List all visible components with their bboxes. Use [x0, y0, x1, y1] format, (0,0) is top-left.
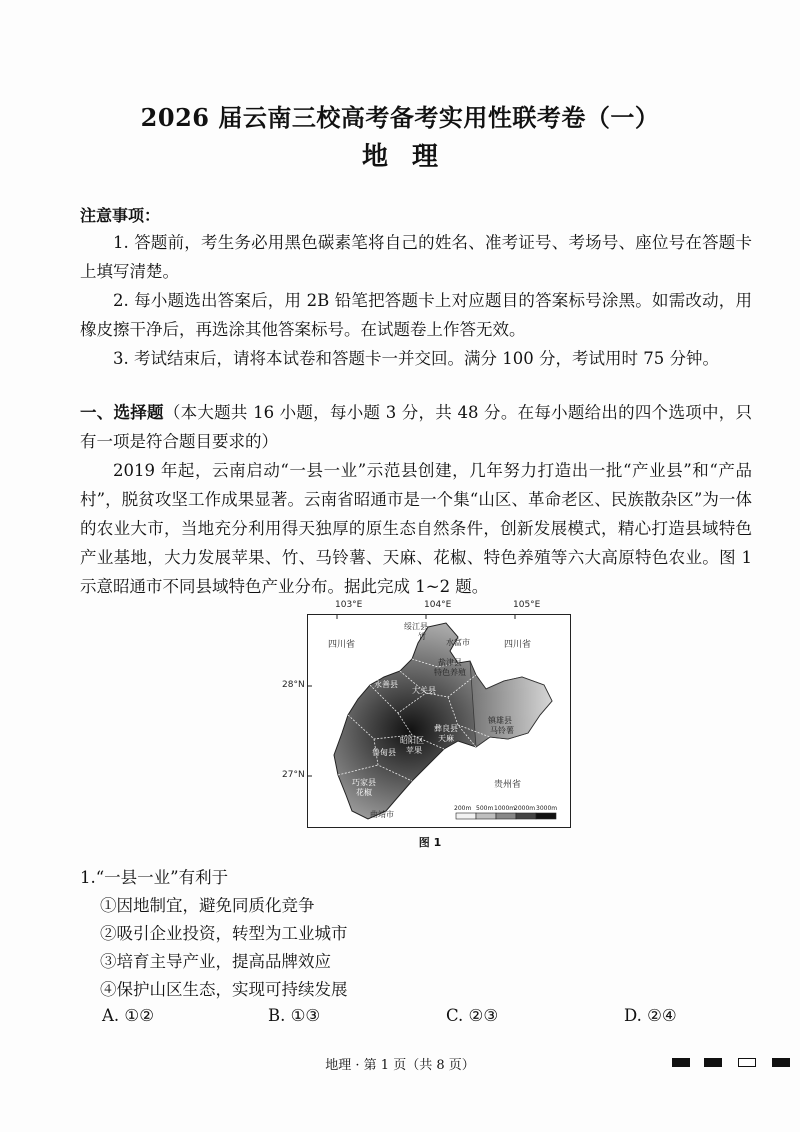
section-note: （本大题共 16 小题，每小题 3 分，共 48 分。在每小题给出的四个选项中，只有一项是符合题目要求的）	[80, 403, 753, 451]
lon-label-105: 105°E	[513, 600, 541, 610]
figure-caption: 图 1	[418, 836, 442, 849]
label-guizhou: 贵州省	[494, 780, 522, 790]
registration-mark	[738, 1058, 756, 1067]
choice-a: A. ①②	[102, 1006, 154, 1025]
choice-c: C. ②③	[446, 1006, 499, 1025]
lat-label-27: 27°N	[282, 770, 305, 780]
legend-3000: 3000m	[536, 805, 558, 812]
label-zhaoyang: 昭阳区	[400, 736, 424, 745]
note-item-1: 1. 答题前，考生务必用黑色碳素笔将自己的姓名、准考证号、考场号、座位号在答题卡上填写清楚。	[80, 233, 752, 281]
label-yiliang-industry: 天麻	[438, 734, 454, 743]
section-intro	[80, 398, 752, 456]
choice-d: D. ②④	[624, 1006, 677, 1025]
label-zhenxiong-industry: 马铃薯	[490, 726, 514, 735]
label-qiaojia-industry: 花椒	[356, 788, 372, 797]
section-heading: 一、选择题	[80, 403, 164, 422]
question-1-option-2: ②吸引企业投资，转型为工业城市	[100, 924, 348, 943]
question-1-stem: 1.“一县一业”有利于	[80, 868, 229, 887]
subject-title: 地理	[361, 142, 462, 172]
lat-label-28: 28°N	[282, 680, 305, 690]
lon-label-104: 104°E	[424, 600, 452, 610]
label-sichuan-east: 四川省	[504, 640, 532, 650]
note-item-3: 3. 考试结束后，请将本试卷和答题卡一并交回。满分 100 分，考试用时 75 分钟。	[113, 349, 719, 368]
notes-heading: 注意事项：	[80, 206, 161, 225]
passage: 2019 年起，云南启动“一县一业”示范县创建，几年努力打造出一批“产业县”和“产品村”，脱贫攻坚工作成果显著。云南省昭通市是一个集“山区、革命老区、民族散杂区”为一体的农业大市，当地充分利用得天独厚的原生态自然条件，创新发展模式，精心打造县域特色产业基地，大力发展苹果、竹、马铃薯、天麻、花椒、特色养殖等六大高原特色农业。图 1 示意昭通市不同县域特色产业分布。据此完成 1~2 题。	[80, 461, 752, 596]
question-1-option-1: ①因地制宜，避免同质化竞争	[100, 896, 315, 915]
registration-mark	[704, 1058, 722, 1067]
legend-500: 500m	[476, 805, 494, 812]
legend-2000: 2000m	[514, 805, 536, 812]
registration-mark	[772, 1058, 790, 1067]
label-yanjin: 盐津县	[438, 658, 462, 667]
label-yongshan: 永善县	[374, 680, 398, 689]
figure-1	[282, 598, 578, 854]
exam-title: 2026 届云南三校高考备考实用性联考卷（一）	[140, 103, 660, 132]
label-yanjin-industry: 特色养殖	[434, 668, 466, 677]
map	[307, 614, 571, 828]
label-ludian: 鲁甸县	[372, 748, 396, 757]
registration-marks	[672, 1058, 792, 1070]
label-sichuan-west: 四川省	[328, 640, 356, 650]
label-zhenxiong: 镇雄县	[488, 716, 512, 725]
note-item-2: 2. 每小题选出答案后，用 2B 铅笔把答题卡上对应题目的答案标号涂黑。如需改动，用橡皮擦干净后，再选涂其他答案标号。在试题卷上作答无效。	[80, 291, 752, 339]
label-shuifu: 水富市	[446, 638, 470, 647]
label-suijiang: 绥江县	[404, 622, 428, 631]
label-qujing: 曲靖市	[370, 810, 394, 819]
label-daguan: 大关县	[412, 686, 436, 695]
question-1-option-3: ③培育主导产业，提高品牌效应	[100, 952, 331, 971]
page-footer: 地理 · 第 1 页（共 8 页）	[325, 1058, 475, 1073]
label-qiaojia: 巧家县	[352, 778, 376, 787]
label-zhaoyang-industry: 苹果	[406, 746, 422, 755]
label-suijiang-industry: 竹	[418, 632, 426, 641]
legend-200: 200m	[454, 805, 472, 812]
label-yiliang: 彝良县	[434, 724, 458, 733]
registration-mark	[672, 1058, 690, 1067]
legend-1000: 1000m	[494, 805, 516, 812]
question-1-option-4: ④保护山区生态，实现可持续发展	[100, 980, 348, 999]
choice-b: B. ①③	[268, 1006, 321, 1025]
lon-label-103: 103°E	[335, 600, 363, 610]
